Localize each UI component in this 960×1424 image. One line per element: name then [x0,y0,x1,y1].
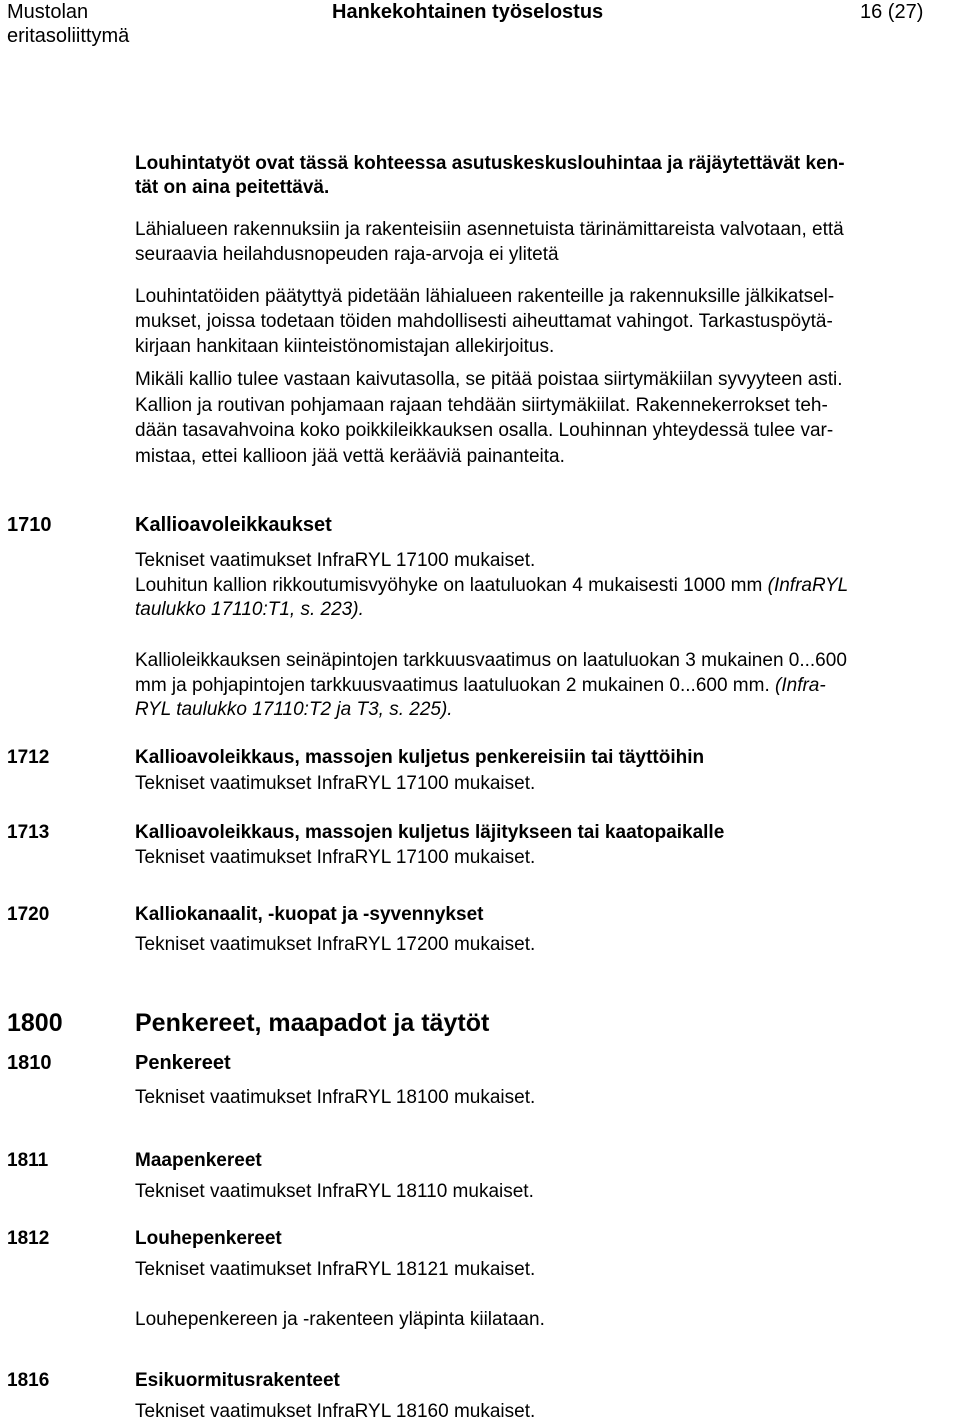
section-text: Tekniset vaatimukset InfraRYL 17100 mukaiset. [135,847,536,868]
section-text: Kallioleikkauksen seinäpintojen tarkkuusvaatimus on laatuluokan 3 mukainen 0...600 [135,650,847,671]
paragraph-rock-line-2: Kallion ja routivan pohjamaan rajaan tehdään siirtymäkiilat. Rakennekerrokset teh- [135,395,828,416]
section-text [135,573,848,598]
paragraph-rock-line-4: mistaa, ettei kallioon jää vettä kerääviä painanteita. [135,446,565,467]
section-number: 1712 [7,747,50,768]
paragraph-vibration-line-2: seuraavia heilahdusnopeuden raja-arvoja ei ylitetä [135,244,559,265]
section-text: Tekniset vaatimukset InfraRYL 18110 mukaiset. [135,1181,534,1202]
intro-bold-line-1: Louhintatyöt ovat tässä kohteessa asutuskeskuslouhintaa ja räjäytettävät ken- [135,153,845,174]
section-title: Kalliokanaalit, -kuopat ja -syvennykset [135,904,484,925]
section-text [135,673,826,698]
paragraph-inspection-line-1: Louhintatöiden päätyttyä pidetään lähialueen rakenteille ja rakennuksille jälkikatsel- [135,286,835,307]
section-text: Tekniset vaatimukset InfraRYL 17100 mukaiset. [135,773,536,794]
chapter-number: 1800 [7,1009,63,1037]
section-number: 1713 [7,822,50,843]
chapter-title: Penkereet, maapadot ja täytöt [135,1009,490,1037]
section-text-regular: mm ja pohjapintojen tarkkuusvaatimus laatuluokan 2 mukainen 0...600 mm. [135,675,776,696]
section-text-italic: (InfraRYL [767,575,849,596]
header-title: Hankekohtainen työselostus [332,1,604,23]
section-number: 1810 [7,1052,52,1074]
intro-bold-line-2: tät on aina peitettävä. [135,177,330,198]
header-org-line-1: Mustolan [7,1,89,23]
section-title: Esikuormitusrakenteet [135,1370,340,1391]
section-text-italic: (Infra- [775,675,826,696]
section-text-italic: RYL taulukko 17110:T2 ja T3, s. 225). [135,699,453,720]
paragraph-inspection-line-3: kirjaan hankitaan kiinteistönomistajan allekirjoitus. [135,336,555,357]
page-number: 16 (27) [860,1,924,23]
section-text: Tekniset vaatimukset InfraRYL 18160 mukaiset. [135,1401,536,1422]
section-title: Louhepenkereet [135,1228,282,1249]
paragraph-vibration-line-1: Lähialueen rakennuksiin ja rakenteisiin asennetuista tärinämittareista valvotaan, että [135,219,844,240]
section-text: Tekniset vaatimukset InfraRYL 18121 mukaiset. [135,1259,536,1280]
section-title: Kallioavoleikkaus, massojen kuljetus penkereisiin tai täyttöihin [135,747,705,768]
paragraph-rock-line-1: Mikäli kallio tulee vastaan kaivutasolla, se pitää poistaa siirtymäkiilan syvyyteen asti. [135,369,843,390]
section-text-italic: taulukko 17110:T1, s. 223). [135,599,364,620]
section-number: 1812 [7,1228,50,1249]
section-text: Tekniset vaatimukset InfraRYL 17100 mukaiset. [135,550,536,571]
section-number: 1816 [7,1370,50,1391]
section-text: Tekniset vaatimukset InfraRYL 18100 mukaiset. [135,1087,536,1108]
paragraph-rock-line-3: dään tasavahvoina koko poikkileikkauksen osalla. Louhinnan yhteydessä tulee var- [135,420,834,441]
header-org-line-2: eritasoliittymä [7,25,130,47]
section-text-regular: Louhitun kallion rikkoutumisvyöhyke on laatuluokan 4 mukaisesti 1000 mm [135,575,768,596]
section-title: Kallioavoleikkaukset [135,514,332,536]
paragraph-inspection-line-2: mukset, joissa todetaan töiden mahdollisesti aiheuttamat vahingot. Tarkastuspöytä- [135,311,833,332]
section-text: Louhepenkereen ja -rakenteen yläpinta kiilataan. [135,1309,545,1330]
section-number: 1720 [7,904,50,925]
section-number: 1710 [7,514,52,536]
section-number: 1811 [7,1150,49,1171]
section-title: Penkereet [135,1052,231,1074]
section-title: Kallioavoleikkaus, massojen kuljetus läjitykseen tai kaatopaikalle [135,822,725,843]
section-text: Tekniset vaatimukset InfraRYL 17200 mukaiset. [135,934,536,955]
section-title: Maapenkereet [135,1150,262,1171]
